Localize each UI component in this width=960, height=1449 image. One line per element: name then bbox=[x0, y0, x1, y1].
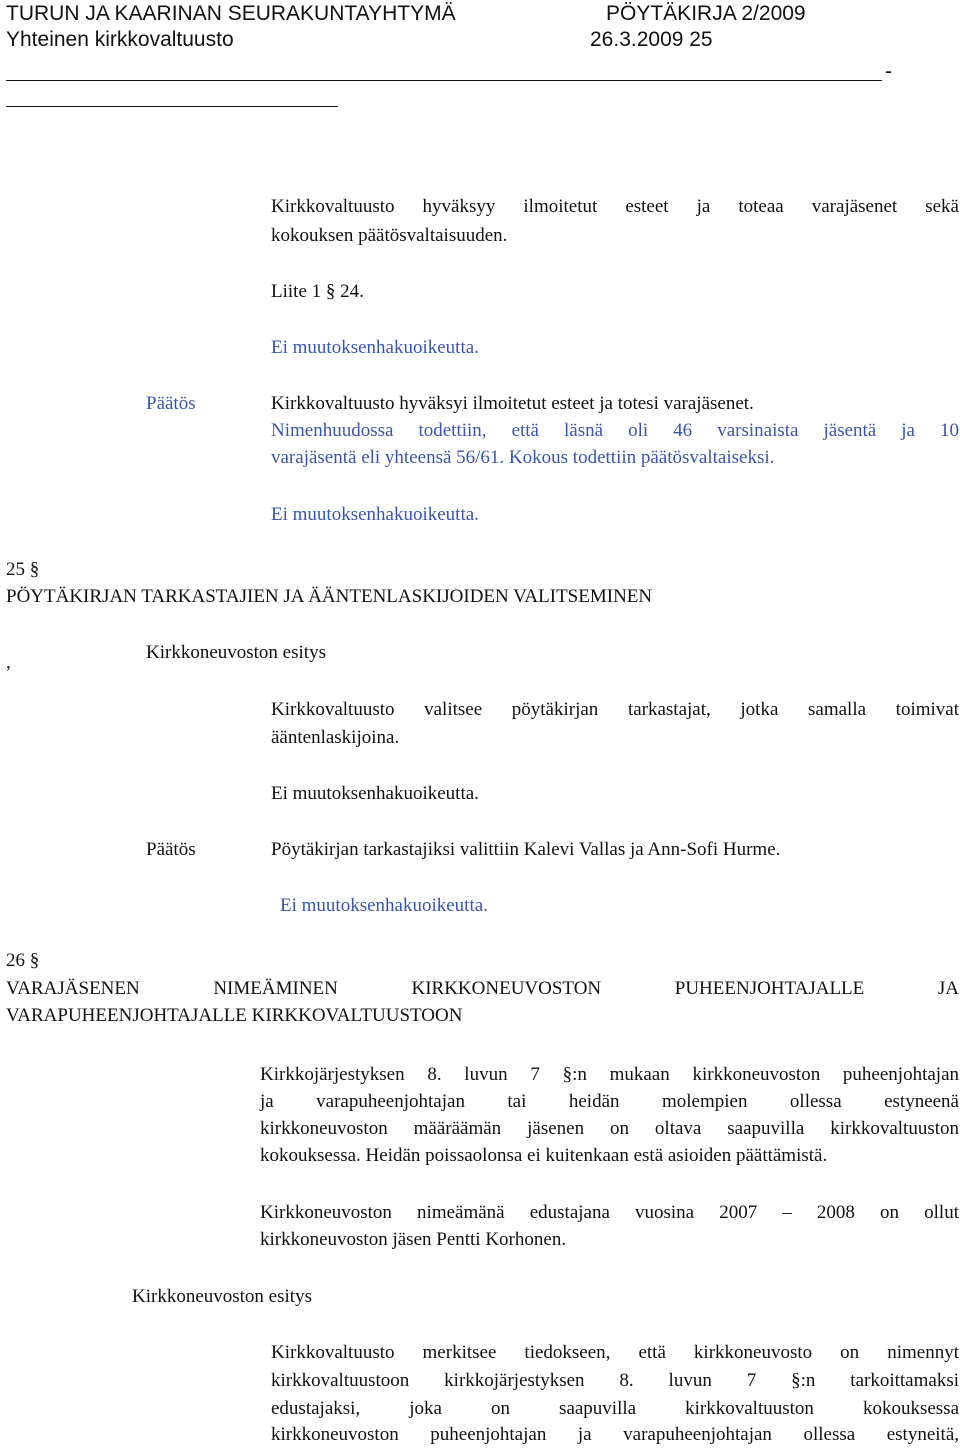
section-title-line: VARAJÄSENEN NIMEÄMINEN KIRKKONEUVOSTON PUHEENJOHTAJALLE JA bbox=[6, 978, 959, 999]
section-number: 26 § bbox=[6, 950, 40, 971]
background-text-line: Kirkkoneuvoston nimeämänä edustajana vuosina 2007 – 2008 on ollut bbox=[260, 1202, 959, 1223]
section-title: PÖYTÄKIRJAN TARKASTAJIEN JA ÄÄNTENLASKIJOIDEN VALITSEMINEN bbox=[6, 586, 653, 607]
section-title-line: VARAPUHEENJOHTAJALLE KIRKKOVALTUUSTOON bbox=[6, 1005, 463, 1026]
organization-name: TURUN JA KAARINAN SEURAKUNTAYHTYMÄ bbox=[6, 2, 456, 25]
decision-text-line: varajäsentä eli yhteensä 56/61. Kokous todettiin päätösvaltaiseksi. bbox=[271, 447, 775, 468]
proposal-text-line: Kirkkovaltuusto valitsee pöytäkirjan tarkastajat, jotka samalla toimivat bbox=[271, 699, 959, 720]
stray-comma: , bbox=[6, 652, 11, 673]
appeal-notice: Ei muutoksenhakuoikeutta. bbox=[280, 895, 488, 916]
background-text-line: kokouksessa. Heidän poissaolonsa ei kuitenkaan estä asioiden päättämistä. bbox=[260, 1145, 828, 1166]
proposal-label: Kirkkoneuvoston esitys bbox=[146, 642, 326, 663]
section-number: 25 § bbox=[6, 559, 40, 580]
background-text-line: Kirkkojärjestyksen 8. luvun 7 §:n mukaan kirkkoneuvoston puheenjohtajan bbox=[260, 1064, 959, 1085]
decision-label: Päätös bbox=[146, 839, 196, 860]
decision-label: Päätös bbox=[146, 393, 196, 414]
background-text-line: kirkkoneuvoston määräämän jäsenen on oltava saapuvilla kirkkovaltuuston bbox=[260, 1118, 959, 1139]
header-rule-line bbox=[6, 80, 882, 81]
background-text-line: kirkkoneuvoston jäsen Pentti Korhonen. bbox=[260, 1229, 567, 1250]
appeal-notice: Ei muutoksenhakuoikeutta. bbox=[271, 504, 479, 525]
meeting-body: Yhteinen kirkkovaltuusto bbox=[6, 28, 234, 51]
proposal-text-line: Kirkkovaltuusto merkitsee tiedokseen, että kirkkoneuvosto on nimennyt bbox=[271, 1342, 959, 1363]
attachment-reference: Liite 1 § 24. bbox=[271, 281, 364, 302]
header-rule-line-short bbox=[6, 106, 338, 107]
decision-text-line: Nimenhuudossa todettiin, että läsnä oli 46 varsinaista jäsentä ja 10 bbox=[271, 420, 959, 441]
proposal-text-line: kirkkoneuvoston puheenjohtajan ja varapuheenjohtajan ollessa estyneitä, bbox=[271, 1424, 959, 1445]
appeal-notice: Ei muutoksenhakuoikeutta. bbox=[271, 337, 479, 358]
date-and-page: 26.3.2009 25 bbox=[590, 28, 713, 51]
proposal-text-line: Kirkkovaltuusto hyväksyy ilmoitetut esteet ja toteaa varajäsenet sekä bbox=[271, 196, 959, 217]
proposal-text-line: edustajaksi, joka on saapuvilla kirkkovaltuuston kokouksessa bbox=[271, 1398, 959, 1419]
proposal-text-line: ääntenlaskijoina. bbox=[271, 727, 400, 748]
document-type: PÖYTÄKIRJA 2/2009 bbox=[606, 2, 806, 25]
background-text-line: ja varapuheenjohtajan tai heidän molempien ollessa estyneenä bbox=[260, 1091, 959, 1112]
proposal-text-line: kokouksen päätösvaltaisuuden. bbox=[271, 225, 508, 246]
proposal-label: Kirkkoneuvoston esitys bbox=[132, 1286, 312, 1307]
header-rule-dash: - bbox=[885, 60, 892, 83]
appeal-notice: Ei muutoksenhakuoikeutta. bbox=[271, 783, 479, 804]
decision-text: Pöytäkirjan tarkastajiksi valittiin Kalevi Vallas ja Ann-Sofi Hurme. bbox=[271, 839, 781, 860]
decision-text-line: Kirkkovaltuusto hyväksyi ilmoitetut esteet ja totesi varajäsenet. bbox=[271, 393, 754, 414]
proposal-text-line: kirkkovaltuustoon kirkkojärjestyksen 8. luvun 7 §:n tarkoittamaksi bbox=[271, 1370, 959, 1391]
